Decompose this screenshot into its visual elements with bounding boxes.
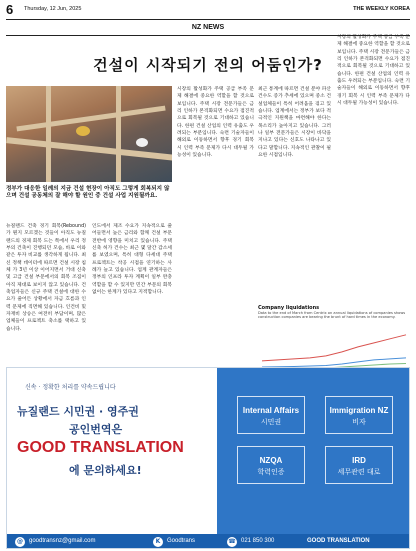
ad-line-3: 에 문의하세요! bbox=[69, 464, 142, 477]
page-header bbox=[0, 0, 416, 20]
issue-date: Thursday, 12 Jun, 2025 bbox=[24, 6, 82, 12]
ad-tagline: 신속 · 정확한 처리를 약속드립니다 bbox=[25, 384, 116, 391]
service-ko: 시민권 bbox=[260, 418, 282, 426]
service-ko: 학력인증 bbox=[257, 468, 285, 476]
ad-kakao[interactable]: Goodtrans bbox=[167, 538, 196, 544]
article-column-1: 뉴질랜드 건축 경기 회복(Rebound) 가 뭔지 모르겠는 것들이 아직도 뉴질랜드의 경제 회복 도는 쪽에서 우리 정부의 건축이 진행되던 모습, 바로 이와 같은 투자 비교를 생각하게 됩니다. 최신 정책 데이터에 따르면 건설 시장 침체 가 3년 이상 이어지면서 거대 신축 및 고급 건설 부문에서의 회복 조짐이 아직 제대로 보이지 않고 있습니다. 건축업자들은 신규 주택 건설에 대한 수요가 줄어든 상황에서 자금 흐름과 인력 문제에 직면해 있습니다. 인건비 및 자재비 상승은 여전히 부담이며, 많은 업체들이 프로젝트 축소를 택하고 있습니다. bbox=[6, 224, 86, 332]
headline: 건설이 시작되기 전의 어둠인가? bbox=[93, 56, 323, 74]
service-en: IRD bbox=[352, 456, 366, 465]
photo-caption: 정부가 대응한 일례의 지금 건설 현장이 아직도 그렇게 회복되지 않으며 건설 공동체의 잘 해야 할 원인 중 건설 사업 지원될까요. bbox=[6, 186, 170, 199]
newspaper-name: THE WEEKLY KOREA bbox=[353, 6, 410, 12]
kakao-icon: K bbox=[153, 537, 163, 547]
ad-line-2: 공인번역은 bbox=[69, 423, 123, 436]
ad-line-1: 뉴질랜드 시민권 · 영주권 bbox=[17, 405, 139, 418]
construction-photo bbox=[6, 86, 172, 182]
article-column-5: 시장의 활성화가 주택 공급 부족 문제 해결에 중요한 역할을 할 것으로 보입니다. 주택 시장 전문가들은 금리 인하가 본격화되면 수요가 점진적으로 회복될 것으로 기대하고 있습니다. 한편 건설 산업의 인력 유출도 우려되는 부분입니다. 숙련 기술자들이 해외로 이동하면서 향후 경기 회복 시 인력 부족 문제가 다시 대두될 가능성이 있습니다. bbox=[337, 35, 410, 107]
service-ko: 세무관련 대로 bbox=[337, 468, 381, 476]
advertisement[interactable] bbox=[6, 367, 410, 549]
ad-left-panel bbox=[7, 368, 217, 534]
chart-title: Company liquidations bbox=[258, 305, 320, 311]
series-line-0 bbox=[262, 335, 406, 361]
ad-contact-bar bbox=[7, 534, 410, 549]
ad-bottom-brand: GOOD TRANSLATION bbox=[307, 538, 370, 544]
phone-icon: ☎ bbox=[228, 538, 236, 545]
ad-phone[interactable]: 021 850 300 bbox=[241, 538, 275, 544]
service-en: Immigration NZ bbox=[329, 406, 389, 415]
service-ko: 비자 bbox=[352, 418, 366, 426]
service-nzqa[interactable] bbox=[237, 446, 305, 484]
page-number: 6 bbox=[6, 2, 14, 17]
ad-email[interactable]: goodtransnz@gmail.com bbox=[29, 538, 96, 544]
service-en: NZQA bbox=[259, 456, 283, 465]
service-internal-affairs[interactable] bbox=[237, 396, 305, 434]
chart-subtitle: Data to the end of March from Centrix on annual liquidations of companies shows construction companies are bearing the brunt of hard times in the economy. bbox=[258, 311, 406, 320]
article-column-2: 인도에서 제조 수요가 지속적으로 줄어들면서 높은 금리와 함께 건설 부문 전반에 영향을 미치고 있습니다. 주택 신축 허가 건수는 최근 몇 달간 감소세를 보였으며, 특히 대형 다세대 주택 프로젝트는 착공 시점을 연기하는 사례가 늘고 있습니다. 업계 관계자들은 정부의 인프라 투자 계획이 일부 완충 역할을 할 수 있지만 민간 부문의 회복 없이는 한계가 있다고 지적합니다. bbox=[92, 224, 172, 296]
service-immigration[interactable] bbox=[325, 396, 393, 434]
email-icon: @ bbox=[17, 538, 23, 545]
section-title: NZ NEWS bbox=[191, 24, 225, 31]
service-en: Internal Affairs bbox=[242, 406, 300, 415]
header-rule bbox=[6, 19, 410, 20]
ad-services-panel bbox=[217, 368, 410, 534]
article-column-3: 시장의 활성화가 주택 공급 부족 문제 해결에 중요한 역할을 할 것으로 보입니다. 주택 시장 전문가들은 금리 인하가 본격화되면 수요가 점진적으로 회복될 것으로 기대하고 있습니다. 한편 건설 산업의 인력 유출도 우려되는 부분입니다. 숙련 기술자들이 해외로 이동하면서 향후 경기 회복 시 인력 부족 문제가 다시 대두될 가능성이 있습니다. bbox=[177, 87, 254, 159]
service-ird[interactable] bbox=[325, 446, 393, 484]
ad-brand: GOOD TRANSLATION bbox=[17, 439, 184, 456]
article-column-4: 최근 통계에 따르면 건설 분야 파산 건수도 증가 추세에 있으며 중소 건설업체들이 특히 어려움을 겪고 있습니다. 업계에서는 정부가 보다 적극적인 지원책을 마련해야 한다는 목소리가 높아지고 있습니다. 그러나 일부 전문가들은 시장이 바닥을 지나고 있다는 신호도 나타나고 있다고 말합니다. 지속적인 관찰이 필요한 시점입니다. bbox=[258, 87, 331, 159]
